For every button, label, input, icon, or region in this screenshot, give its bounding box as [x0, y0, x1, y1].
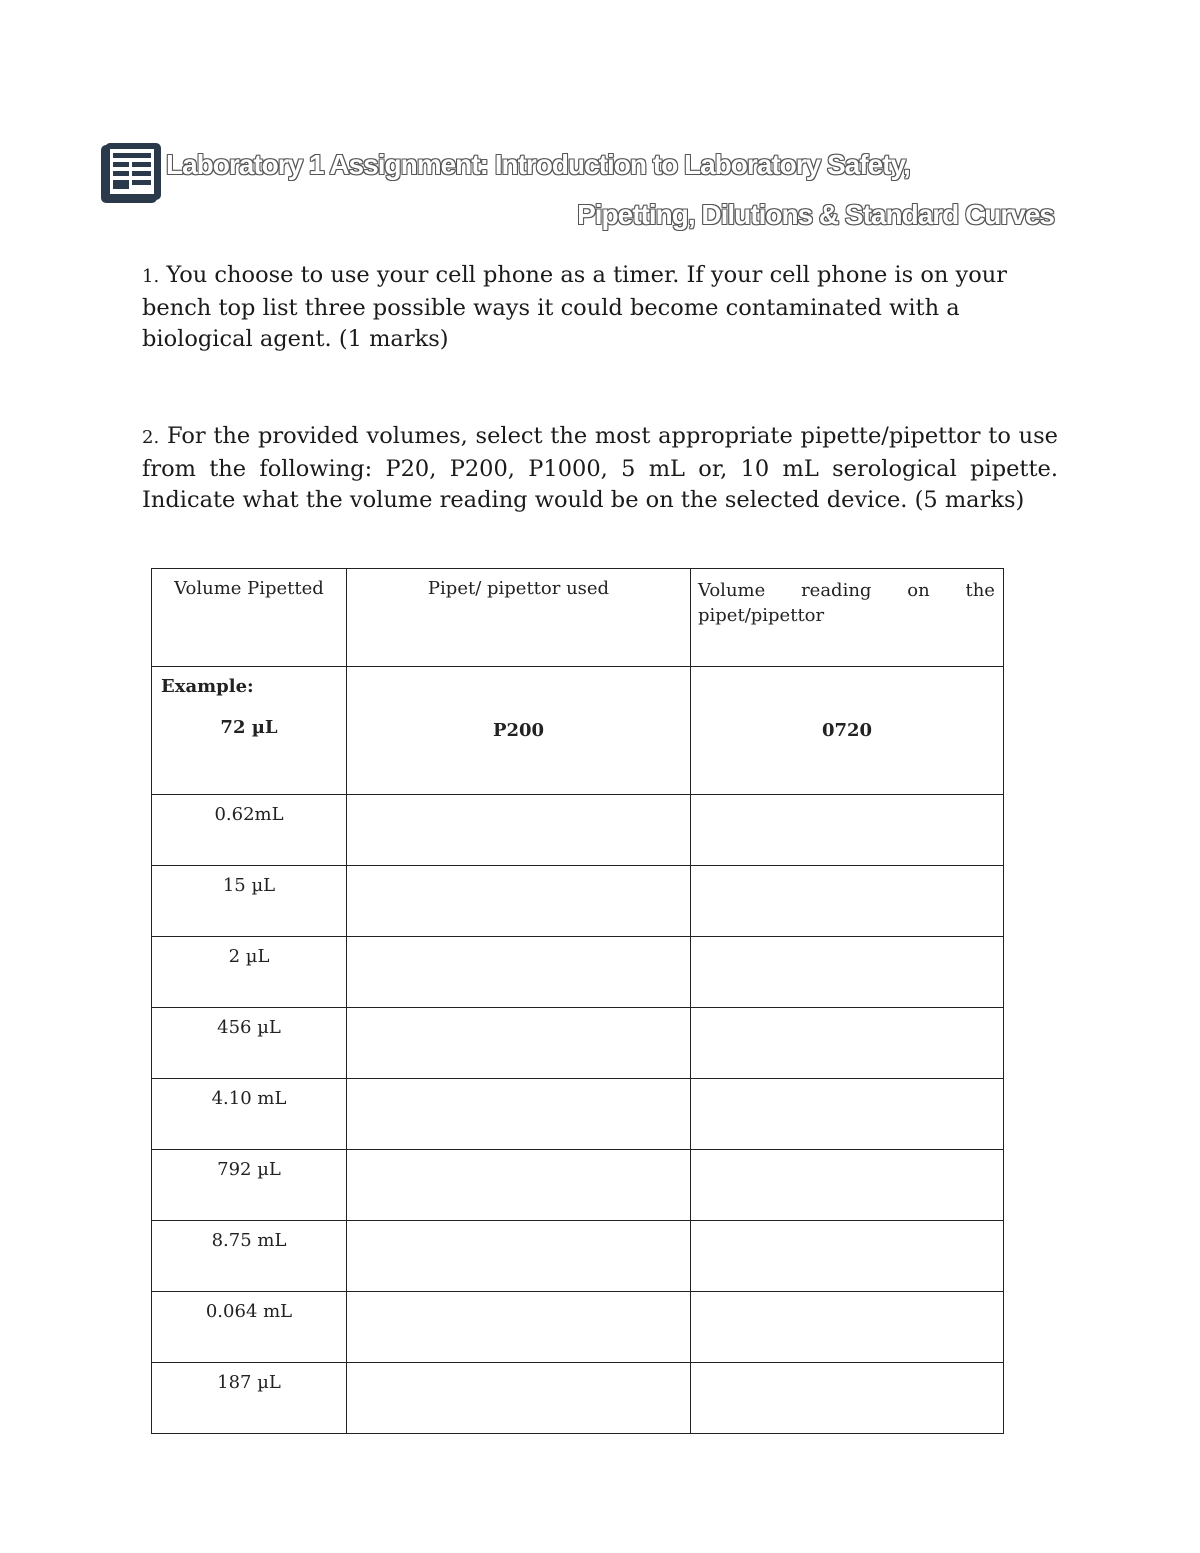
reading-answer-cell[interactable] — [691, 1008, 1004, 1079]
volume-cell: 792 µL — [152, 1150, 347, 1221]
pipettor-answer-cell[interactable] — [347, 1008, 691, 1079]
table-row — [152, 795, 1004, 866]
pipettor-answer-cell[interactable] — [347, 1079, 691, 1150]
document-icon — [101, 143, 161, 204]
question-text: For the provided volumes, select the most appropriate pipette/pipettor to use from the following: P20, P200, P1000, 5 mL or, 10 mL serological pipette. Indicate what the volume reading would be on the selected device. (5 marks) — [142, 423, 1058, 513]
pipettor-answer-cell[interactable] — [347, 1221, 691, 1292]
reading-answer-cell[interactable] — [691, 795, 1004, 866]
volume-cell: 456 µL — [152, 1008, 347, 1079]
example-reading: 0720 — [821, 720, 873, 741]
reading-answer-cell[interactable] — [691, 1292, 1004, 1363]
question-text: You choose to use your cell phone as a timer. If your cell phone is on your bench top list three possible ways it could become contaminated with a biological agent. (1 marks) — [142, 262, 1008, 352]
question-number: 2 — [142, 427, 154, 448]
reading-answer-cell[interactable] — [691, 1363, 1004, 1434]
table-row — [152, 937, 1004, 1008]
example-pipettor-cell — [347, 667, 691, 795]
volume-cell: 8.75 mL — [152, 1221, 347, 1292]
table-row — [152, 1292, 1004, 1363]
example-volume-cell — [152, 667, 347, 795]
reading-answer-cell[interactable] — [691, 1221, 1004, 1292]
table-row — [152, 1221, 1004, 1292]
volume-cell: 0.064 mL — [152, 1292, 347, 1363]
table-row — [152, 1079, 1004, 1150]
example-reading-cell — [691, 667, 1004, 795]
question-number: 1 — [142, 266, 154, 287]
table-row — [152, 1363, 1004, 1434]
reading-answer-cell[interactable] — [691, 1079, 1004, 1150]
reading-answer-cell[interactable] — [691, 866, 1004, 937]
header-pipettor-used: Pipet/ pipettor used — [347, 569, 691, 667]
example-pipettor: P200 — [492, 720, 545, 741]
table-row — [152, 866, 1004, 937]
pipettor-answer-cell[interactable] — [347, 795, 691, 866]
pipettor-answer-cell[interactable] — [347, 1292, 691, 1363]
header-volume-pipetted: Volume Pipetted — [152, 569, 347, 667]
table-row — [152, 1150, 1004, 1221]
table-row — [152, 1008, 1004, 1079]
volume-cell: 2 µL — [152, 937, 347, 1008]
example-row — [152, 667, 1004, 795]
example-volume: 72 µL — [220, 717, 278, 738]
pipettor-answer-cell[interactable] — [347, 866, 691, 937]
title-line-1: Laboratory 1 Assignment: Introduction to Laboratory Safety, — [166, 149, 910, 180]
reading-answer-cell[interactable] — [691, 937, 1004, 1008]
header-volume-reading: Volume reading on the pipet/pipettor — [691, 569, 1004, 667]
volume-cell: 4.10 mL — [152, 1079, 347, 1150]
pipettor-answer-cell[interactable] — [347, 1150, 691, 1221]
volume-cell: 15 µL — [152, 866, 347, 937]
volume-cell: 187 µL — [152, 1363, 347, 1434]
example-label: Example: — [161, 676, 254, 697]
volume-cell: 0.62mL — [152, 795, 347, 866]
pipettor-answer-cell[interactable] — [347, 937, 691, 1008]
title-line-2: Pipetting, Dilutions & Standard Curves — [577, 199, 1054, 230]
page-title — [166, 146, 1056, 234]
pipetting-table — [151, 568, 1004, 1434]
table-header-row — [152, 569, 1004, 667]
pipettor-answer-cell[interactable] — [347, 1363, 691, 1434]
question-2: 2. For the provided volumes, select the most appropriate pipette/pipettor to use from the following: P20, P200, P1000, 5 mL or, 10 mL serological pipette. Indicate what the volume reading would be on the selected device. (5 marks) — [142, 423, 1058, 513]
question-1: 1. You choose to use your cell phone as a timer. If your cell phone is on your bench top list three possible ways it could become contaminated with a biological agent. (1 marks) — [142, 262, 1008, 352]
reading-answer-cell[interactable] — [691, 1150, 1004, 1221]
